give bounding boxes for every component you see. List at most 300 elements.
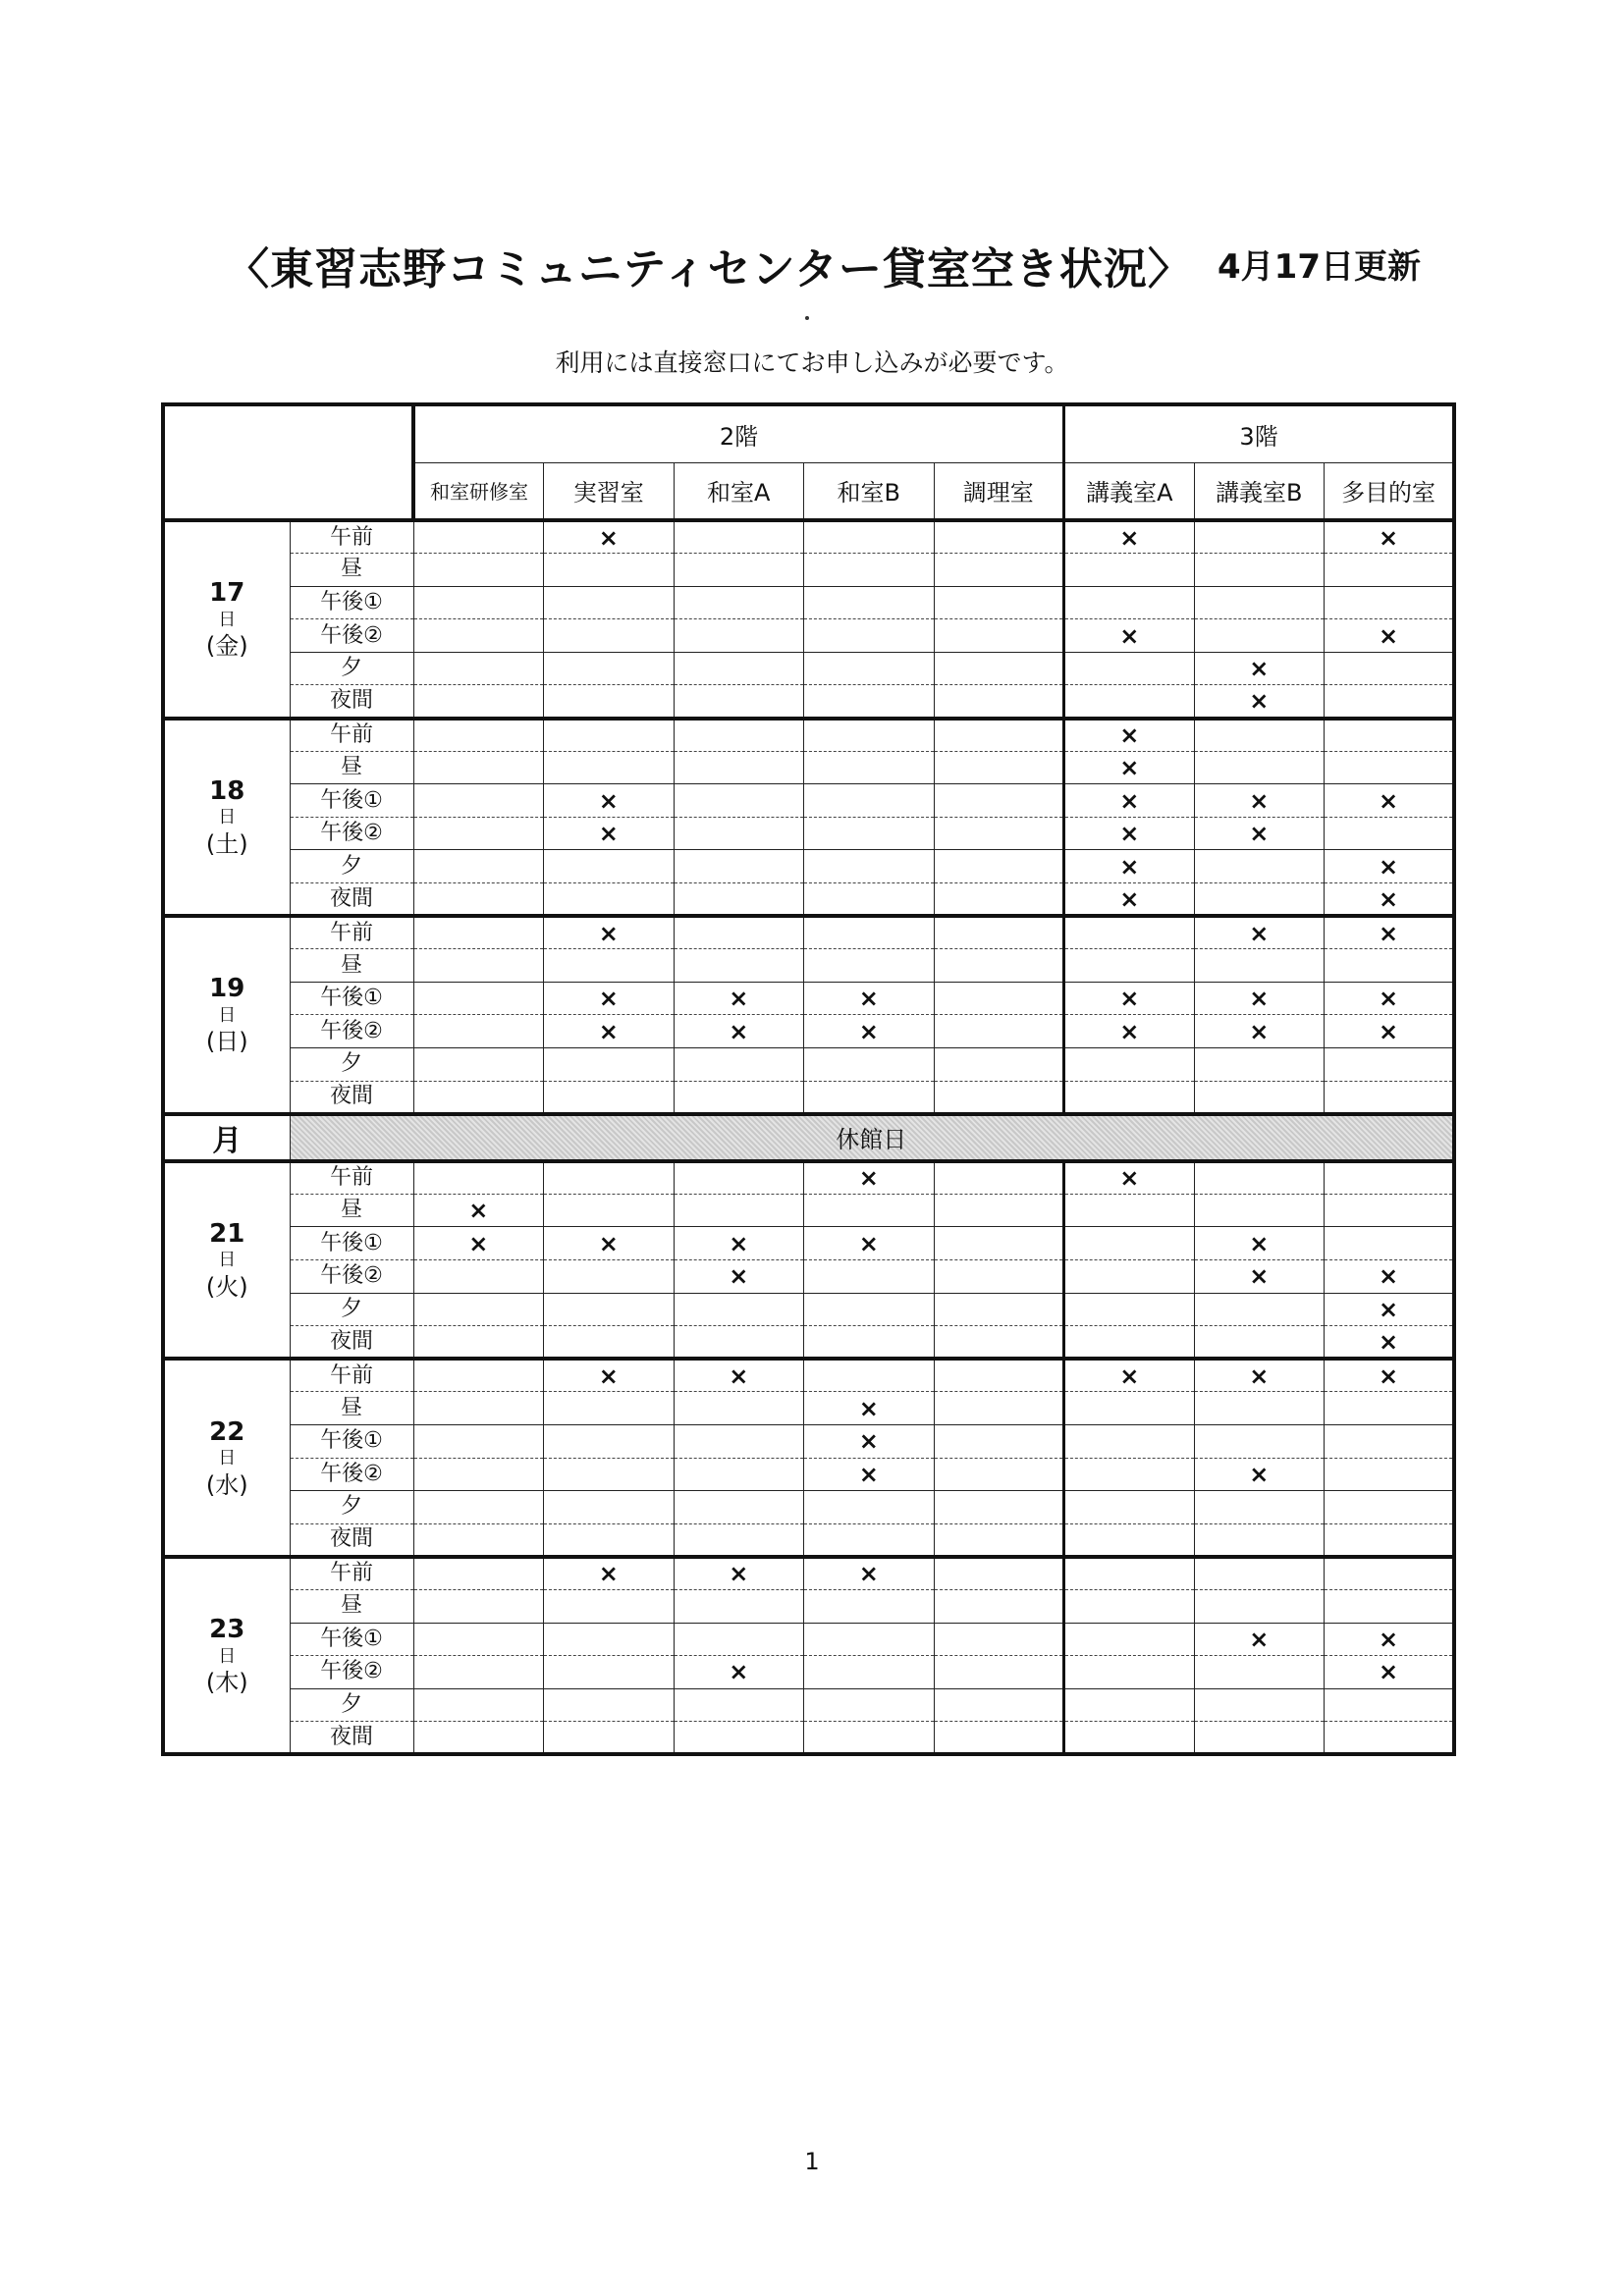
status-cell: × [544,817,675,850]
status-cell [1325,685,1455,719]
status-cell [674,586,804,619]
status-cell: × [544,916,675,949]
time-slot-label: 午後② [290,817,413,850]
time-slot-label: 午前 [290,1557,413,1590]
status-cell: × [544,1227,675,1260]
date-number: 22 [209,1416,245,1447]
status-cell [674,1722,804,1755]
date-unit: 日 [218,1004,237,1026]
status-cell [674,1081,804,1114]
status-cell [1325,554,1455,587]
status-cell: × [544,1359,675,1392]
time-slot-label: 午前 [290,1161,413,1195]
status-cell [934,1161,1064,1195]
time-slot-label: 夜間 [290,883,413,917]
date-number: 21 [209,1218,245,1249]
status-cell [804,554,935,587]
status-cell: × [674,1259,804,1293]
status-cell [413,949,544,983]
status-cell: × [1325,1293,1455,1326]
slot-row [163,949,1454,983]
status-cell [934,1392,1064,1425]
slot-row [163,817,1454,850]
status-cell [1194,1688,1325,1722]
status-cell: × [1194,916,1325,949]
room-header: 調理室 [934,462,1064,520]
status-cell: × [1064,1359,1195,1392]
status-cell [544,1491,675,1524]
time-slot-label: 夕 [290,1491,413,1524]
status-cell [544,619,675,653]
status-cell: × [674,1359,804,1392]
status-cell [804,685,935,719]
date-unit: 日 [218,1448,237,1469]
floor-header: 2階 [413,404,1064,462]
status-cell [1064,1259,1195,1293]
status-cell [1325,1048,1455,1082]
status-cell [1194,520,1325,554]
slot-row [163,1722,1454,1755]
status-cell: × [1325,1359,1455,1392]
status-cell [804,751,935,784]
status-cell [544,850,675,883]
status-cell [413,520,544,554]
room-header: 講義室A [1064,462,1195,520]
status-cell [934,520,1064,554]
status-cell [1064,1424,1195,1458]
status-cell [934,685,1064,719]
status-cell [934,652,1064,685]
status-cell [1194,554,1325,587]
status-cell [1325,1161,1455,1195]
status-cell [804,817,935,850]
status-cell: × [1064,1015,1195,1048]
status-cell [934,1424,1064,1458]
status-cell [934,1458,1064,1491]
status-cell [413,719,544,752]
status-cell [544,1392,675,1425]
status-cell [934,817,1064,850]
time-slot-label: 昼 [290,554,413,587]
time-slot-label: 夜間 [290,1722,413,1755]
slot-row [163,685,1454,719]
status-cell [1325,751,1455,784]
status-cell [674,751,804,784]
status-cell [804,883,935,917]
status-cell [1325,1081,1455,1114]
status-cell [1325,1392,1455,1425]
slot-row [163,719,1454,752]
slot-row [163,1048,1454,1082]
status-cell [1064,1688,1195,1722]
status-cell: × [1064,817,1195,850]
weekday: (水) [205,1470,248,1499]
slot-row [163,1259,1454,1293]
status-cell [804,1081,935,1114]
status-cell: × [804,1458,935,1491]
status-cell: × [544,784,675,818]
room-header: 和室A [674,462,804,520]
status-cell [674,1424,804,1458]
status-cell [413,619,544,653]
status-cell: × [1194,1359,1325,1392]
status-cell [804,1722,935,1755]
status-cell: × [1194,982,1325,1015]
status-cell: × [804,1392,935,1425]
status-cell [413,1048,544,1082]
status-cell [674,619,804,653]
status-cell [934,982,1064,1015]
status-cell [413,685,544,719]
status-cell [1064,1227,1195,1260]
status-cell [413,1015,544,1048]
status-cell [1194,883,1325,917]
status-cell [1325,1557,1455,1590]
status-cell [1194,1081,1325,1114]
slot-row [163,1656,1454,1689]
slot-row [163,1015,1454,1048]
page-title: 〈東習志野コミュニティセンター貸室空き状況〉 [226,244,1192,294]
status-cell: × [804,1424,935,1458]
status-cell [1064,1392,1195,1425]
status-cell [934,1491,1064,1524]
status-cell [1194,1424,1325,1458]
date-cell [163,1359,290,1557]
status-cell [1325,1722,1455,1755]
status-cell: × [1194,1623,1325,1656]
status-cell [804,1491,935,1524]
status-cell [1064,586,1195,619]
status-cell [674,719,804,752]
status-cell [804,1293,935,1326]
closed-day-label: 月 [163,1114,290,1161]
status-cell: × [1325,1259,1455,1293]
status-cell [1194,850,1325,883]
status-cell [1194,1523,1325,1557]
slot-row [163,916,1454,949]
status-cell [674,949,804,983]
status-cell [1325,1194,1455,1227]
date-unit: 日 [218,1645,237,1667]
status-cell [1325,719,1455,752]
room-header: 講義室B [1194,462,1325,520]
status-cell [934,1656,1064,1689]
status-cell: × [1325,1656,1455,1689]
room-header: 和室B [804,462,935,520]
status-cell [1064,1623,1195,1656]
slot-row [163,652,1454,685]
status-cell [544,1458,675,1491]
status-cell: × [1064,784,1195,818]
status-cell [934,586,1064,619]
status-cell: × [1064,850,1195,883]
status-cell [413,1161,544,1195]
status-cell: × [804,1015,935,1048]
time-slot-label: 夕 [290,652,413,685]
status-cell: × [1325,1326,1455,1360]
status-cell [934,751,1064,784]
slot-row [163,883,1454,917]
status-cell [1064,1491,1195,1524]
status-cell: × [1325,1015,1455,1048]
room-header: 実習室 [544,462,675,520]
status-cell [804,619,935,653]
status-cell: × [674,1656,804,1689]
status-cell: × [804,982,935,1015]
status-cell [934,1227,1064,1260]
status-cell [934,1081,1064,1114]
status-cell [934,719,1064,752]
slot-row [163,1523,1454,1557]
status-cell: × [1325,982,1455,1015]
stray-dot [805,316,809,320]
status-cell [674,554,804,587]
status-cell [1325,1491,1455,1524]
slot-row [163,1326,1454,1360]
status-cell: × [804,1227,935,1260]
date-number: 19 [209,974,245,1004]
status-cell [413,1688,544,1722]
status-cell [1194,1293,1325,1326]
status-cell: × [413,1194,544,1227]
time-slot-label: 夜間 [290,685,413,719]
weekday: (金) [205,632,248,661]
status-cell [1064,685,1195,719]
slot-row [163,1688,1454,1722]
status-cell [804,719,935,752]
status-cell: × [674,982,804,1015]
slot-row [163,850,1454,883]
status-cell: × [1194,685,1325,719]
time-slot-label: 午後② [290,1015,413,1048]
status-cell: × [1194,652,1325,685]
time-slot-label: 午前 [290,1359,413,1392]
status-cell: × [1325,784,1455,818]
status-cell [413,1293,544,1326]
status-cell [544,1656,675,1689]
status-cell [544,1589,675,1623]
status-cell [1194,1656,1325,1689]
status-cell: × [804,1557,935,1590]
status-cell [413,1392,544,1425]
status-cell: × [544,520,675,554]
time-slot-label: 夕 [290,1293,413,1326]
status-cell [544,652,675,685]
status-cell [1194,1161,1325,1195]
status-cell [1064,1458,1195,1491]
status-cell [1064,1048,1195,1082]
status-cell [1194,751,1325,784]
status-cell [1325,1458,1455,1491]
status-cell [1325,1424,1455,1458]
status-cell [934,1015,1064,1048]
status-cell [674,652,804,685]
status-cell [934,1722,1064,1755]
room-header: 多目的室 [1325,462,1455,520]
time-slot-label: 昼 [290,1589,413,1623]
status-cell [1325,1589,1455,1623]
status-cell [544,1161,675,1195]
status-cell [413,916,544,949]
time-slot-label: 午後① [290,1424,413,1458]
status-cell: × [1194,1458,1325,1491]
status-cell: × [1325,1623,1455,1656]
status-cell [934,1194,1064,1227]
status-cell [544,719,675,752]
date-unit: 日 [218,1250,237,1271]
status-cell: × [1194,817,1325,850]
floor-header: 3階 [1064,404,1455,462]
status-cell [804,1623,935,1656]
slot-row [163,1424,1454,1458]
status-cell [544,1623,675,1656]
time-slot-label: 夕 [290,1048,413,1082]
status-cell [674,520,804,554]
status-cell [413,586,544,619]
time-slot-label: 午後① [290,982,413,1015]
status-cell [934,619,1064,653]
room-header: 和室研修室 [413,462,544,520]
status-cell [413,817,544,850]
status-cell [804,916,935,949]
slot-row [163,1458,1454,1491]
closed-row [163,1114,1454,1161]
status-cell [1194,1392,1325,1425]
status-cell [1064,916,1195,949]
status-cell [1064,1557,1195,1590]
status-cell [544,949,675,983]
time-slot-label: 夜間 [290,1326,413,1360]
status-cell [1194,949,1325,983]
time-slot-label: 昼 [290,949,413,983]
status-cell [1064,1293,1195,1326]
status-cell [1194,1194,1325,1227]
status-cell [1194,1589,1325,1623]
status-cell [544,1326,675,1360]
status-cell [804,850,935,883]
status-cell: × [544,982,675,1015]
status-cell [804,1326,935,1360]
slot-row [163,1194,1454,1227]
slot-row [163,1589,1454,1623]
slot-row [163,1161,1454,1195]
status-cell [544,1194,675,1227]
status-cell [934,1293,1064,1326]
status-cell [1194,1722,1325,1755]
status-cell [1064,1194,1195,1227]
status-cell [544,1081,675,1114]
status-cell [934,1523,1064,1557]
status-cell [413,982,544,1015]
status-cell: × [1325,916,1455,949]
status-cell [544,1424,675,1458]
time-slot-label: 昼 [290,1194,413,1227]
status-cell [544,685,675,719]
status-cell [413,850,544,883]
status-cell [1194,1491,1325,1524]
status-cell [544,1259,675,1293]
slot-row [163,1491,1454,1524]
status-cell: × [1064,1161,1195,1195]
status-cell [413,1722,544,1755]
status-cell [1064,1523,1195,1557]
status-cell [413,1259,544,1293]
time-slot-label: 夕 [290,1688,413,1722]
status-cell: × [1064,982,1195,1015]
status-cell [1194,1557,1325,1590]
slot-row [163,1623,1454,1656]
status-cell [804,1259,935,1293]
status-cell [413,1458,544,1491]
status-cell [674,1048,804,1082]
status-cell [544,1293,675,1326]
status-cell [674,1392,804,1425]
status-cell [413,554,544,587]
status-cell [1064,1656,1195,1689]
status-cell [934,1589,1064,1623]
status-cell: × [1194,1227,1325,1260]
availability-table [161,402,1456,1756]
status-cell [1325,1688,1455,1722]
status-cell: × [544,1557,675,1590]
weekday: (木) [205,1669,248,1697]
date-cell [163,1161,290,1360]
date-unit: 日 [218,807,237,828]
status-cell [674,1194,804,1227]
status-cell [1325,1523,1455,1557]
status-cell: × [1194,1259,1325,1293]
status-cell [804,1589,935,1623]
status-cell [934,554,1064,587]
date-number: 18 [209,775,245,806]
slot-row [163,784,1454,818]
status-cell [804,1359,935,1392]
status-cell [674,1523,804,1557]
weekday: (土) [205,829,248,858]
status-cell [413,1359,544,1392]
status-cell [804,949,935,983]
status-cell [934,949,1064,983]
time-slot-label: 午前 [290,719,413,752]
status-cell [934,1259,1064,1293]
status-cell [544,554,675,587]
status-cell [804,1656,935,1689]
weekday: (日) [205,1028,248,1056]
status-cell [804,784,935,818]
status-cell [804,1688,935,1722]
status-cell: × [1064,719,1195,752]
status-cell [413,652,544,685]
status-cell [674,1688,804,1722]
status-cell [544,1523,675,1557]
status-cell [1064,1589,1195,1623]
status-cell [1064,949,1195,983]
slot-row [163,554,1454,587]
status-cell [934,883,1064,917]
status-cell [674,1491,804,1524]
status-cell [1325,652,1455,685]
status-cell [934,1359,1064,1392]
status-cell [1325,1227,1455,1260]
status-cell [413,751,544,784]
status-cell: × [1194,784,1325,818]
status-cell [674,1589,804,1623]
status-cell [1194,586,1325,619]
date-unit: 日 [218,609,237,630]
status-cell: × [1064,883,1195,917]
status-cell [544,883,675,917]
status-cell [413,784,544,818]
